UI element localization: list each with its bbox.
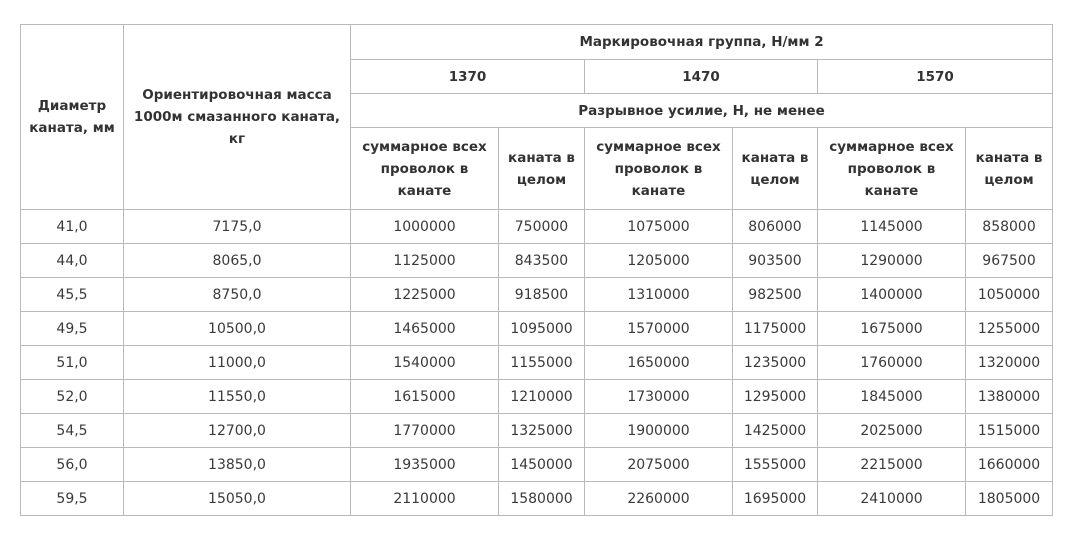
table-cell: 12700,0 [124,414,351,448]
table-cell: 59,5 [21,482,124,516]
table-cell: 51,0 [21,346,124,380]
header-breaking-force: Разрывное усилие, Н, не менее [351,94,1053,128]
table-row [21,448,1053,482]
table-cell: 1515000 [966,414,1053,448]
table-cell: 1760000 [818,346,966,380]
table-cell: 10500,0 [124,312,351,346]
header-rope-whole-1470: каната в целом [733,128,818,210]
table-cell: 1175000 [733,312,818,346]
table-cell: 1650000 [585,346,733,380]
table-cell: 1660000 [966,448,1053,482]
table-cell: 2075000 [585,448,733,482]
table-cell: 1125000 [351,244,499,278]
table-cell: 1320000 [966,346,1053,380]
table-cell: 2260000 [585,482,733,516]
table-cell: 750000 [499,210,585,244]
rope-spec-table [20,24,1053,516]
table-cell: 1770000 [351,414,499,448]
table-cell: 1325000 [499,414,585,448]
table-cell: 11000,0 [124,346,351,380]
table-row [21,210,1053,244]
table-cell: 1580000 [499,482,585,516]
table-cell: 1675000 [818,312,966,346]
table-cell: 52,0 [21,380,124,414]
table-cell: 13850,0 [124,448,351,482]
table-cell: 7175,0 [124,210,351,244]
table-cell: 56,0 [21,448,124,482]
table-cell: 1450000 [499,448,585,482]
header-sum-wires-1370: суммарное всех проволок в канате [351,128,499,210]
table-cell: 1555000 [733,448,818,482]
table-cell: 1845000 [818,380,966,414]
header-marking-group: Маркировочная группа, Н/мм 2 [351,25,1053,60]
table-cell: 1155000 [499,346,585,380]
table-cell: 806000 [733,210,818,244]
table-cell: 44,0 [21,244,124,278]
table-cell: 1075000 [585,210,733,244]
table-cell: 1210000 [499,380,585,414]
table-cell: 1805000 [966,482,1053,516]
table-cell: 8065,0 [124,244,351,278]
table-cell: 1570000 [585,312,733,346]
table-row [21,244,1053,278]
rope-spec-table-wrapper [20,24,1052,516]
table-row [21,346,1053,380]
header-sum-wires-1470: суммарное всех проволок в канате [585,128,733,210]
header-rope-whole-1370: каната в целом [499,128,585,210]
table-header [21,25,1053,210]
table-cell: 1000000 [351,210,499,244]
table-cell: 1205000 [585,244,733,278]
table-cell: 903500 [733,244,818,278]
table-row [21,414,1053,448]
table-cell: 918500 [499,278,585,312]
table-cell: 1145000 [818,210,966,244]
table-row [21,482,1053,516]
table-cell: 858000 [966,210,1053,244]
table-cell: 1225000 [351,278,499,312]
table-cell: 1255000 [966,312,1053,346]
table-cell: 1540000 [351,346,499,380]
table-cell: 1425000 [733,414,818,448]
table-cell: 2410000 [818,482,966,516]
table-cell: 15050,0 [124,482,351,516]
table-cell: 2025000 [818,414,966,448]
table-cell: 1295000 [733,380,818,414]
table-cell: 45,5 [21,278,124,312]
table-cell: 11550,0 [124,380,351,414]
table-cell: 1900000 [585,414,733,448]
header-grade-1370: 1370 [351,60,585,94]
table-cell: 2110000 [351,482,499,516]
table-row [21,278,1053,312]
table-row [21,312,1053,346]
table-cell: 1935000 [351,448,499,482]
table-cell: 54,5 [21,414,124,448]
table-cell: 1095000 [499,312,585,346]
table-body [21,210,1053,516]
table-cell: 41,0 [21,210,124,244]
table-cell: 1615000 [351,380,499,414]
table-cell: 1235000 [733,346,818,380]
table-cell: 8750,0 [124,278,351,312]
table-cell: 1380000 [966,380,1053,414]
header-diameter: Диаметр каната, мм [21,25,124,210]
table-cell: 1310000 [585,278,733,312]
table-row [21,380,1053,414]
table-cell: 1050000 [966,278,1053,312]
table-cell: 49,5 [21,312,124,346]
table-cell: 1730000 [585,380,733,414]
header-mass: Ориентировочная масса 1000м смазанного каната, кг [124,25,351,210]
header-grade-1470: 1470 [585,60,818,94]
table-cell: 967500 [966,244,1053,278]
table-cell: 982500 [733,278,818,312]
table-cell: 1465000 [351,312,499,346]
header-sum-wires-1570: суммарное всех проволок в канате [818,128,966,210]
table-cell: 843500 [499,244,585,278]
header-rope-whole-1570: каната в целом [966,128,1053,210]
table-cell: 1290000 [818,244,966,278]
table-cell: 1695000 [733,482,818,516]
header-grade-1570: 1570 [818,60,1053,94]
table-cell: 1400000 [818,278,966,312]
table-cell: 2215000 [818,448,966,482]
